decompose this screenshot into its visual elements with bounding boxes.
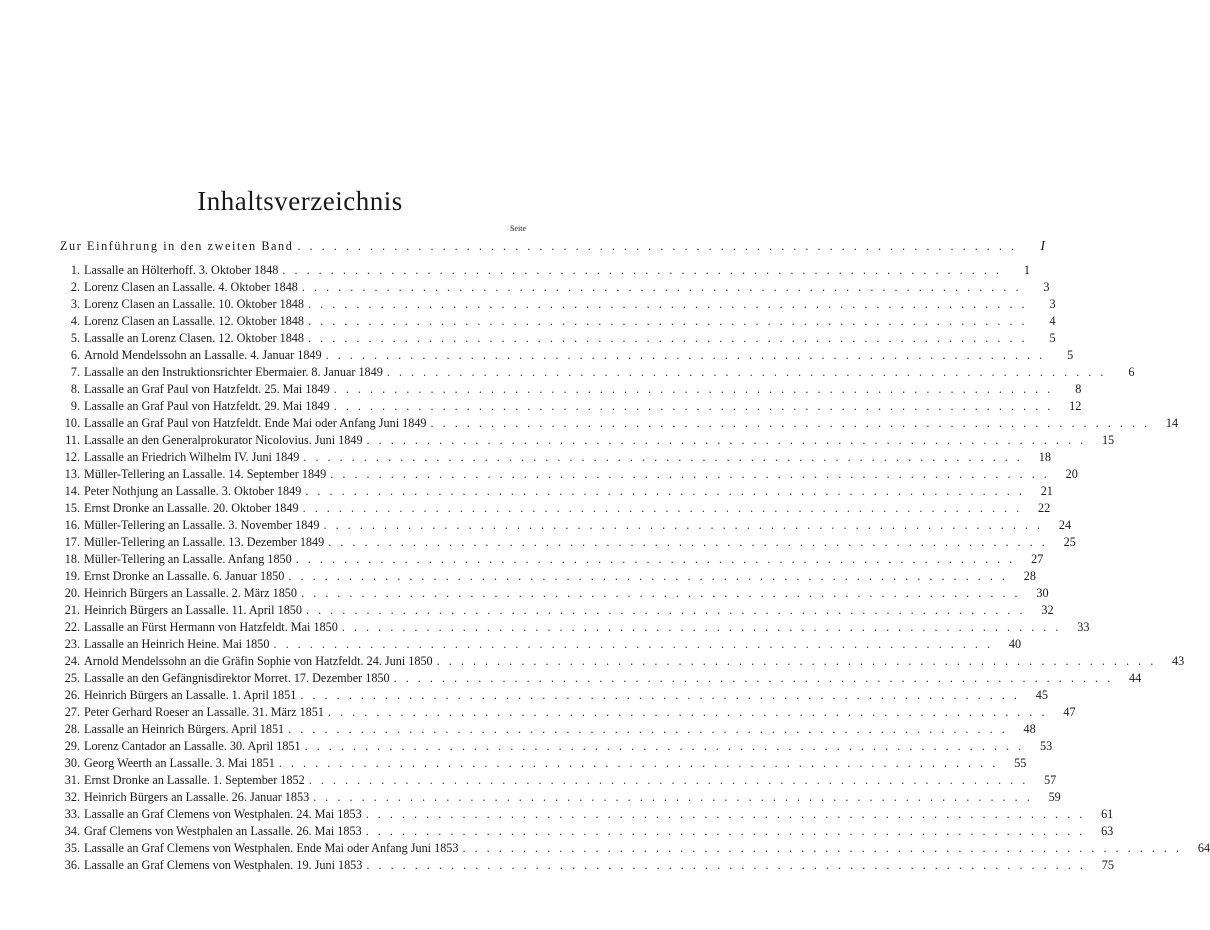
toc-entry-title: Müller-Tellering an Lassalle. 3. November 1849 <box>84 518 320 532</box>
toc-entry-title: Lassalle an Graf Paul von Hatzfeldt. Ende Mai oder Anfang Juni 1849 <box>84 416 427 430</box>
leader-dots <box>308 296 1028 313</box>
toc-entry <box>58 432 1115 449</box>
toc-entry <box>58 568 1036 585</box>
toc-entry-title: Lassalle an Graf Clemens von Westphalen. Ende Mai oder Anfang Juni 1853 <box>84 841 459 855</box>
leader-dots <box>313 789 1033 806</box>
toc-entry-number: 25. <box>64 671 80 685</box>
page-title: Inhaltsverzeichnis <box>197 186 403 216</box>
toc-entry <box>58 466 1078 483</box>
toc-entry-title: Arnold Mendelssohn an die Gräfin Sophie von Hatzfeldt. 24. Juni 1850 <box>84 654 433 668</box>
toc-entry <box>58 500 1051 517</box>
toc-entry-title: Lassalle an Heinrich Bürgers. April 1851 <box>84 722 285 736</box>
leader-dots <box>296 551 1016 568</box>
page-column-label: Seite <box>510 224 526 233</box>
toc-entry-page: 48 <box>1023 722 1036 736</box>
toc-entry-title: Heinrich Bürgers an Lassalle. 2. März 1850 <box>84 586 297 600</box>
toc-entry-page: 55 <box>1014 756 1027 770</box>
leader-dots <box>288 568 1008 585</box>
toc-entry <box>58 381 1082 398</box>
toc-entry <box>58 602 1054 619</box>
toc-intro-row <box>58 236 1046 256</box>
leader-dots <box>282 262 1002 279</box>
toc-entry <box>58 330 1056 347</box>
toc-entry-page: 28 <box>1023 569 1036 583</box>
toc-entry-page: 43 <box>1172 654 1185 668</box>
toc-entry <box>58 449 1051 466</box>
toc-entry-page: 5 <box>1067 348 1074 362</box>
leader-dots <box>308 330 1028 347</box>
toc-entry-title: Lassalle an Fürst Hermann von Hatzfeldt. Mai 1850 <box>84 620 338 634</box>
leader-dots <box>387 364 1107 381</box>
toc-entry <box>58 551 1044 568</box>
toc-entry-number: 20. <box>64 586 80 600</box>
toc-entry-number: 16. <box>64 518 80 532</box>
toc-entry-number: 3. <box>70 297 80 311</box>
toc-entry-title: Lorenz Clasen an Lassalle. 12. Oktober 1848 <box>84 314 304 328</box>
toc-entry-number: 35. <box>64 841 80 855</box>
leader-dots <box>302 279 1022 296</box>
toc-entry <box>58 704 1076 721</box>
toc-entry <box>58 347 1074 364</box>
toc-entry-page: 32 <box>1041 603 1054 617</box>
toc-entry-page: 20 <box>1065 467 1078 481</box>
toc-entry-page: 64 <box>1197 841 1210 855</box>
toc-entry-number: 11. <box>65 433 80 447</box>
toc-entry-number: 34. <box>64 824 80 838</box>
toc-entry-number: 27. <box>64 705 80 719</box>
toc-entry <box>58 670 1142 687</box>
toc-entry-number: 6. <box>70 348 80 362</box>
leader-dots <box>273 636 993 653</box>
toc-entry-title: Lorenz Clasen an Lassalle. 10. Oktober 1848 <box>84 297 304 311</box>
toc-entry-number: 9. <box>70 399 80 413</box>
leader-dots <box>305 738 1025 755</box>
toc-entry <box>58 789 1061 806</box>
toc-entry <box>58 415 1179 432</box>
leader-dots <box>300 687 1020 704</box>
leader-dots <box>334 381 1054 398</box>
toc-entry-page: 8 <box>1075 382 1082 396</box>
toc-entry <box>58 279 1050 296</box>
leader-dots <box>326 347 1046 364</box>
toc-entry <box>58 653 1185 670</box>
toc-entry-page: 5 <box>1049 331 1056 345</box>
leader-dots <box>288 721 1008 738</box>
toc-intro-text: Zur Einführung in den zweiten Band <box>60 239 294 253</box>
leader-dots <box>330 466 1050 483</box>
toc-entry-number: 17. <box>64 535 80 549</box>
toc-entry-page: 12 <box>1069 399 1082 413</box>
toc-entry-number: 21. <box>64 603 80 617</box>
leader-dots <box>366 857 1086 874</box>
toc-entry-title: Heinrich Bürgers an Lassalle. 1. April 1851 <box>84 688 297 702</box>
toc-entry-title: Graf Clemens von Westphalen an Lassalle. 26. Mai 1853 <box>84 824 362 838</box>
leader-dots <box>308 313 1028 330</box>
leader-dots <box>323 517 1043 534</box>
toc-entry <box>58 483 1053 500</box>
toc-entry-page: 57 <box>1044 773 1057 787</box>
toc-entry-page: 59 <box>1048 790 1061 804</box>
toc-entry-title: Müller-Tellering an Lassalle. Anfang 1850 <box>84 552 292 566</box>
toc-entry <box>58 806 1114 823</box>
toc-entry-page: 25 <box>1063 535 1076 549</box>
toc-entry-number: 14. <box>64 484 80 498</box>
toc-entry-title: Peter Nothjung an Lassalle. 3. Oktober 1849 <box>84 484 302 498</box>
toc-entry-page: 44 <box>1129 671 1142 685</box>
toc-entry-number: 33. <box>64 807 80 821</box>
toc-entry-number: 31. <box>64 773 80 787</box>
toc-entry <box>58 840 1210 857</box>
toc-entry <box>58 262 1030 279</box>
toc-entry-number: 29. <box>64 739 80 753</box>
toc-entry-page: 24 <box>1058 518 1072 532</box>
table-of-contents <box>58 236 1210 874</box>
toc-entry-number: 23. <box>64 637 80 651</box>
toc-entry-title: Müller-Tellering an Lassalle. 14. September 1849 <box>84 467 327 481</box>
toc-entry <box>58 772 1057 789</box>
toc-entry-title: Lorenz Cantador an Lassalle. 30. April 1851 <box>84 739 301 753</box>
toc-entry-page: 75 <box>1101 858 1114 872</box>
toc-entry <box>58 296 1056 313</box>
toc-entry-title: Heinrich Bürgers an Lassalle. 26. Januar 1853 <box>84 790 310 804</box>
toc-entry-number: 30. <box>64 756 80 770</box>
toc-entry-title: Müller-Tellering an Lassalle. 13. Dezember 1849 <box>84 535 325 549</box>
leader-dots <box>301 585 1021 602</box>
leader-dots <box>366 806 1086 823</box>
toc-entry-title: Lassalle an den Gefängnisdirektor Morret. 17. Dezember 1850 <box>84 671 390 685</box>
toc-entry <box>58 738 1053 755</box>
leader-dots <box>303 449 1023 466</box>
toc-entry-number: 36. <box>64 858 80 872</box>
toc-entry-number: 22. <box>64 620 80 634</box>
toc-entry <box>58 687 1048 704</box>
toc-entry-title: Lassalle an den Instruktionsrichter Ebermaier. 8. Januar 1849 <box>84 365 383 379</box>
toc-entry-number: 10. <box>64 416 80 430</box>
leader-dots <box>328 704 1048 721</box>
toc-entry-title: Lassalle an Graf Clemens von Westphalen. 24. Mai 1853 <box>84 807 362 821</box>
toc-entry-number: 12. <box>64 450 80 464</box>
toc-entry-number: 18. <box>64 552 80 566</box>
toc-entry-page: 3 <box>1049 297 1056 311</box>
toc-entry-page: 30 <box>1036 586 1049 600</box>
toc-entry-title: Lassalle an Graf Paul von Hatzfeldt. 29. Mai 1849 <box>84 399 330 413</box>
leader-dots <box>297 236 1017 256</box>
toc-entry <box>58 721 1036 738</box>
toc-entry-title: Lassalle an den Generalprokurator Nicolovius. Juni 1849 <box>84 433 363 447</box>
toc-entry-page: 33 <box>1077 620 1090 634</box>
toc-entry-title: Lassalle an Hölterhoff. 3. Oktober 1848 <box>84 263 279 277</box>
toc-entry <box>58 755 1027 772</box>
toc-entry-page: 18 <box>1038 450 1051 464</box>
toc-entry-title: Ernst Dronke an Lassalle. 20. Oktober 1849 <box>84 501 299 515</box>
toc-entry <box>58 517 1072 534</box>
toc-entry-title: Heinrich Bürgers an Lassalle. 11. April 1850 <box>84 603 302 617</box>
toc-entry-title: Lassalle an Heinrich Heine. Mai 1850 <box>84 637 270 651</box>
toc-entry-title: Ernst Dronke an Lassalle. 1. September 1852 <box>84 773 305 787</box>
toc-entry-page: 47 <box>1063 705 1076 719</box>
leader-dots <box>342 619 1062 636</box>
toc-entry-title: Arnold Mendelssohn an Lassalle. 4. Januar 1849 <box>84 348 322 362</box>
toc-entry <box>58 313 1056 330</box>
toc-entry-title: Lassalle an Graf Paul von Hatzfeldt. 25. Mai 1849 <box>84 382 330 396</box>
toc-entry <box>58 619 1090 636</box>
leader-dots <box>305 483 1025 500</box>
leader-dots <box>279 755 999 772</box>
toc-entry-title: Ernst Dronke an Lassalle. 6. Januar 1850 <box>84 569 285 583</box>
leader-dots <box>334 398 1054 415</box>
toc-entry-number: 26. <box>64 688 80 702</box>
toc-entry-page: 45 <box>1035 688 1048 702</box>
toc-entry-number: 2. <box>70 280 80 294</box>
toc-entry-number: 4. <box>70 314 80 328</box>
leader-dots <box>431 415 1151 432</box>
leader-dots <box>303 500 1023 517</box>
toc-entry-page: 61 <box>1101 807 1114 821</box>
toc-entry-number: 24. <box>64 654 80 668</box>
toc-entry-number: 1. <box>70 263 80 277</box>
toc-entry <box>58 857 1114 874</box>
toc-entry-title: Peter Gerhard Roeser an Lassalle. 31. März 1851 <box>84 705 324 719</box>
toc-entry <box>58 398 1082 415</box>
toc-entry-page: 14 <box>1165 416 1179 430</box>
toc-entry-number: 5. <box>70 331 80 345</box>
toc-intro-page: I <box>1040 239 1046 254</box>
toc-entry-number: 19. <box>64 569 80 583</box>
leader-dots <box>367 432 1087 449</box>
leader-dots <box>309 772 1029 789</box>
toc-entry <box>58 636 1022 653</box>
leader-dots <box>437 653 1157 670</box>
toc-entry-page: 40 <box>1008 637 1022 651</box>
toc-entry-page: 63 <box>1101 824 1114 838</box>
leader-dots <box>328 534 1048 551</box>
toc-entry <box>58 823 1114 840</box>
toc-entry-page: 4 <box>1049 314 1056 328</box>
toc-entry-title: Lorenz Clasen an Lassalle. 4. Oktober 1848 <box>84 280 298 294</box>
leader-dots <box>306 602 1026 619</box>
toc-entry-page: 6 <box>1128 365 1135 379</box>
toc-entry <box>58 534 1076 551</box>
toc-entry-page: 1 <box>1023 263 1030 277</box>
toc-entry-page: 15 <box>1101 433 1115 447</box>
toc-entry-page: 27 <box>1031 552 1044 566</box>
leader-dots <box>394 670 1114 687</box>
toc-entry-number: 8. <box>70 382 80 396</box>
toc-entry-number: 15. <box>64 501 80 515</box>
toc-entry-page: 22 <box>1037 501 1051 515</box>
toc-entry-page: 53 <box>1040 739 1053 753</box>
toc-entry-page: 21 <box>1040 484 1053 498</box>
leader-dots <box>366 823 1086 840</box>
toc-entry-number: 32. <box>64 790 80 804</box>
toc-entry-title: Lassalle an Lorenz Clasen. 12. Oktober 1848 <box>84 331 304 345</box>
toc-entry-title: Lassalle an Graf Clemens von Westphalen. 19. Juni 1853 <box>84 858 363 872</box>
toc-entry-page: 3 <box>1043 280 1050 294</box>
toc-entry <box>58 585 1049 602</box>
toc-entry-title: Lassalle an Friedrich Wilhelm IV. Juni 1849 <box>84 450 300 464</box>
toc-entry-title: Georg Weerth an Lassalle. 3. Mai 1851 <box>84 756 275 770</box>
toc-entry-number: 13. <box>64 467 80 481</box>
toc-entry <box>58 364 1135 381</box>
toc-entry-number: 28. <box>64 722 80 736</box>
toc-entry-number: 7. <box>70 365 80 379</box>
leader-dots <box>462 840 1182 857</box>
